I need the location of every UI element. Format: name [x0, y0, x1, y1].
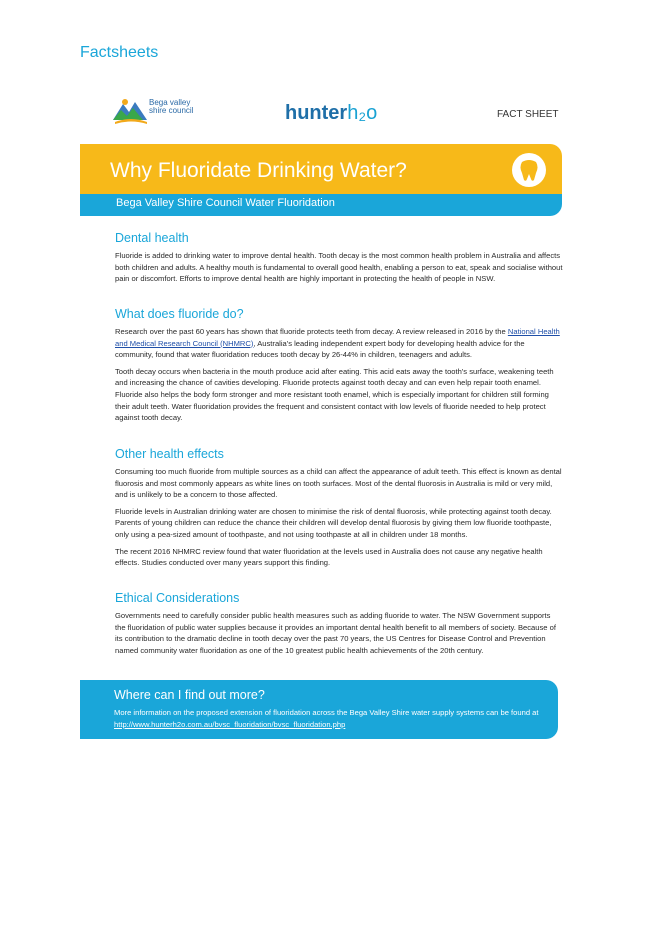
fluoride-heading: What does fluoride do? — [115, 307, 244, 321]
section-dental-health — [115, 231, 563, 285]
find-out-more-heading: Where can I find out more? — [114, 688, 265, 702]
bega-logo-line2: shire council — [149, 106, 194, 115]
other-effects-paragraph-2: Fluoride levels in Australian drinking water are chosen to minimise the risk of dental fluorosis, while protecting against tooth decay. Parents of young children can reduce the chance their children will develop dental fluorosis by giving them low fluoride toothpaste, only using a pea-sized amount of toothpaste, and not using toothpaste at all in children under 18 months. — [115, 506, 552, 539]
hunter-logo-main: hunter — [285, 102, 348, 124]
bega-logo-line1: Bega valley — [149, 98, 191, 107]
section-other-health-effects — [115, 447, 563, 569]
dental-health-paragraph: Fluoride is added to drinking water to improve dental health. Tooth decay is the most common health problem in Australia and affects both children and adults. A healthy mouth is fundamental to overall good health, enabling a person to eat, speak and socialise without pain or discomfort. Efforts to improve dental health are highly important in protecting the health of people in NSW. — [115, 251, 563, 284]
bega-mountain-icon — [113, 94, 149, 128]
title-banner — [80, 144, 562, 216]
find-out-more-text — [114, 707, 544, 730]
section-ethical-considerations — [115, 591, 563, 656]
fluoridation-url-link[interactable]: http://www.hunterh2o.com.au/bvsc_fluoridation/bvsc_fluoridation.php — [114, 719, 346, 729]
page-heading: Factsheets — [80, 44, 159, 61]
fluoride-paragraph-2: Tooth decay occurs when bacteria in the mouth produce acid after eating. This acid eats away the tooth's surface, weakening teeth and increasing the chance of cavities developing. Fluoride protects against tooth decay and can even help repair tooth enamel. Fluoride also helps the body form stronger and more resistant tooth enamel, which is especially important for children still forming their adult teeth. Water fluoridation provides the frequent and consistent contact with low levels of fluoride needed to help protect against tooth decay. — [115, 366, 554, 423]
nhmrc-link[interactable]: National Health and Medical Research Council (NHMRC) — [115, 327, 560, 348]
section-what-fluoride-does — [115, 307, 563, 424]
dental-health-heading: Dental health — [115, 231, 189, 245]
other-effects-paragraph-1: Consuming too much fluoride from multiple sources as a child can affect the appearance of adult teeth. This effect is known as dental fluorosis and most commonly appears as white lines on tooth surfaces. Most of the dental fluorosis in Australia is mild or very mild, and is unlikely to be a concern to those affected. — [115, 467, 562, 500]
ethical-paragraph: Governments need to carefully consider public health measures such as adding fluoride to water. The NSW Government supports the fluoridation of public water supplies because it provides an important dental health benefit to all members of society. Because of its contribution to the dramatic decline in tooth decay over the past 70 years, the US Centres for Disease Control and Prevention named community water fluoridation as one of the 10 greatest public health achievements of the 20th century. — [115, 611, 556, 655]
hunter-logo-h2o: h₂o — [347, 102, 378, 124]
find-out-more-box — [80, 680, 558, 739]
other-effects-paragraph-3: The recent 2016 NHMRC review found that water fluoridation at the levels used in Australia does not cause any negative health effects. Studies conducted over many years support this finding. — [115, 546, 543, 568]
find-out-more-intro: More information on the proposed extension of fluoridation across the Bega Valley Shire water supply systems can be found at — [114, 708, 539, 717]
banner-subtitle: Bega Valley Shire Council Water Fluoridation — [116, 197, 335, 209]
fact-sheet-label: FACT SHEET — [497, 109, 559, 120]
fluoride-paragraph-1 — [115, 326, 563, 361]
other-effects-heading: Other health effects — [115, 447, 224, 461]
banner-title: Why Fluoridate Drinking Water? — [110, 159, 407, 182]
tooth-icon — [512, 153, 546, 187]
ethical-heading: Ethical Considerations — [115, 591, 240, 605]
bega-valley-logo — [113, 94, 223, 128]
fluoride-p1-start: Research over the past 60 years has shown that fluoride protects teeth from decay. A review released in 2016 by the — [115, 327, 508, 336]
hunter-h2o-logo — [285, 102, 377, 125]
fluoride-p1-end: , Australia's leading independent expert body for developing health advice for the community, found that water fluoridation reduces tooth decay by 26-44% in children, teenagers and adults. — [115, 338, 525, 360]
